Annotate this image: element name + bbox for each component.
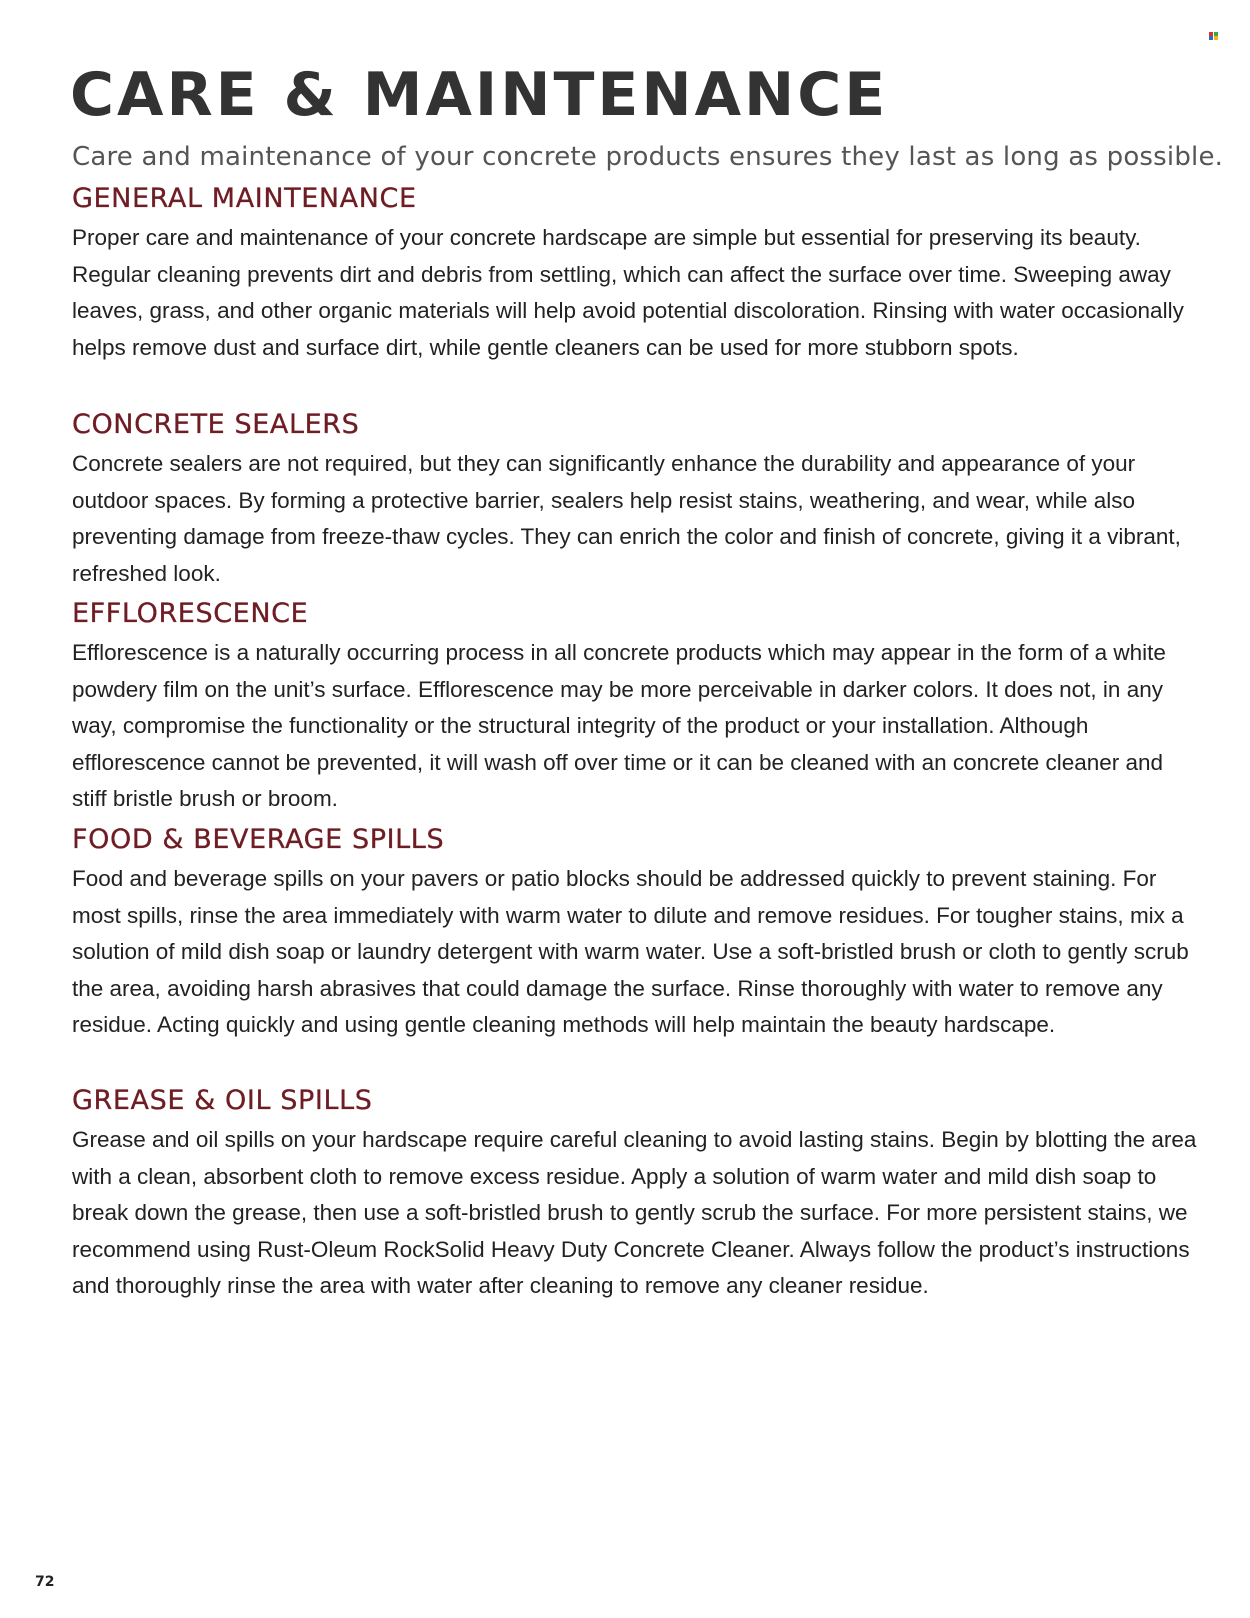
section-general-maintenance — [72, 182, 1202, 366]
section-concrete-sealers — [72, 408, 1202, 592]
section-body: Food and beverage spills on your pavers or patio blocks should be addressed quickly to prevent staining. For most spills, rinse the area immediately with warm water to dilute and remove residues. For tougher stains, mix a solution of mild dish soap or laundry detergent with warm water. Use a soft-bristled brush or cloth to gently scrub the area, avoiding harsh abrasives that could damage the surface. Rinse thoroughly with water to remove any residue. Acting quickly and using gentle cleaning methods will help maintain the beauty hardscape. — [72, 866, 1189, 1037]
logo-dot-yellow — [1214, 36, 1218, 40]
section-grease-oil-spills — [72, 1084, 1202, 1305]
section-body: Proper care and maintenance of your concrete hardscape are simple but essential for preserving its beauty. Regular cleaning prevents dirt and debris from settling, which can affect the surface over time. Sweeping away leaves, grass, and other organic materials will help avoid potential discoloration. Rinsing with water occasionally helps remove dust and surface dirt, while gentle cleaners can be used for more stubborn spots. — [72, 225, 1184, 360]
section-food-beverage-spills — [72, 823, 1202, 1044]
section-heading: GREASE & OIL SPILLS — [72, 1085, 373, 1116]
page-number: 72 — [35, 1574, 55, 1590]
brand-logo-icon — [1209, 32, 1219, 40]
section-heading: GENERAL MAINTENANCE — [72, 183, 417, 214]
section-heading: CONCRETE SEALERS — [72, 409, 360, 440]
section-body: Grease and oil spills on your hardscape require careful cleaning to avoid lasting stains. Begin by blotting the area with a clean, absorbent cloth to remove excess residue. Apply a solution of warm water and mild dish soap to break down the grease, then use a soft-bristled brush to gently scrub the surface. For more persistent stains, we recommend using Rust-Oleum RockSolid Heavy Duty Concrete Cleaner. Always follow the product’s instructions and thoroughly rinse the area with water after cleaning to remove any cleaner residue. — [72, 1127, 1197, 1298]
section-heading: EFFLORESCENCE — [72, 598, 309, 629]
section-heading: FOOD & BEVERAGE SPILLS — [72, 824, 445, 855]
section-body: Concrete sealers are not required, but they can significantly enhance the durability and appearance of your outdoor spaces. By forming a protective barrier, sealers help resist stains, weathering, and wear, while also preventing damage from freeze-thaw cycles. They can enrich the color and finish of concrete, giving it a vibrant, refreshed look. — [72, 451, 1181, 586]
page-title: CARE & MAINTENANCE — [70, 60, 889, 130]
logo-dot-blue — [1209, 36, 1213, 40]
section-body: Efflorescence is a naturally occurring process in all concrete products which may appear in the form of a white powdery film on the unit’s surface. Efflorescence may be more perceivable in darker colors. It does not, in any way, compromise the functionality or the structural integrity of the product or your installation. Although efflorescence cannot be prevented, it will wash off over time or it can be cleaned with an concrete cleaner and stiff bristle brush or broom. — [72, 640, 1166, 811]
section-efflorescence — [72, 597, 1202, 818]
page-subtitle: Care and maintenance of your concrete products ensures they last as long as possible. — [72, 142, 1224, 172]
